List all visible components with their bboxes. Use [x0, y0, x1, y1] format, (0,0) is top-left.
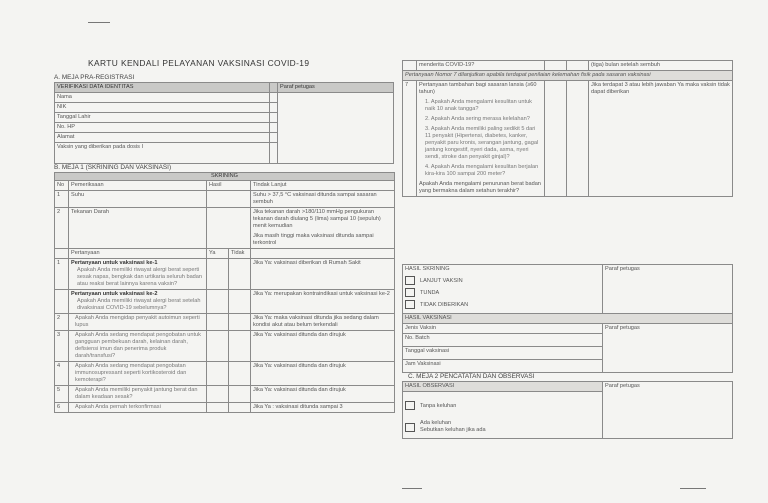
q-no: [55, 290, 69, 314]
vfield: Tanggal vaksinasi: [403, 347, 603, 360]
row-tindak: [251, 208, 395, 249]
option-tanpa-keluhan[interactable]: Tanpa keluhan: [405, 401, 600, 410]
q7-item: 1. Apakah Anda mengalami kesulitan untuk naik 10 anak tangga?: [425, 99, 532, 112]
q7-text: [417, 81, 545, 197]
paraf-observasi: Paraf petugas: [603, 382, 733, 439]
ya-checkbox[interactable]: [207, 386, 229, 403]
col-hasil: Hasil: [207, 181, 251, 191]
paraf-cell[interactable]: [278, 93, 394, 164]
q-tindak: Jika Ya: merupakan kontraindikasi untuk vaksinasi ke-2: [251, 290, 395, 314]
q7-intro: Pertanyaan tambahan bagi sasaran lansia (≥60 tahun): [419, 82, 537, 95]
q6-continued: menderita COVID-19?: [417, 61, 545, 71]
tidak-checkbox[interactable]: [229, 290, 251, 314]
hasil-input[interactable]: [207, 191, 251, 208]
tidak-checkbox[interactable]: [229, 314, 251, 331]
tidak-checkbox[interactable]: [229, 259, 251, 290]
section-b-heading: B. MEJA 1 (SKRINING DAN VAKSINASI): [54, 164, 172, 171]
option-tunda[interactable]: TUNDA: [405, 288, 600, 297]
section-c-heading: C. MEJA 2 PENCATATAN DAN OBSERVASI: [408, 373, 535, 380]
hasil-skrining-table: [402, 264, 733, 373]
hasil-input[interactable]: [207, 208, 251, 249]
hasil-skrining-label: HASIL SKRINING: [405, 266, 450, 272]
col-pemeriksaan: Pemeriksaan: [69, 181, 207, 191]
ya-checkbox[interactable]: [207, 259, 229, 290]
right-screening-table: [402, 60, 733, 197]
q-tindak: Jika Ya: vaksinasi diberikan di Rumah Sakit: [251, 259, 395, 290]
field-nik: NIK: [55, 103, 270, 113]
tidak-checkbox[interactable]: [567, 81, 589, 197]
field-no-hp: No. HP: [55, 123, 270, 133]
q-tindak: Jika Ya: vaksinasi ditunda dan dirujuk: [251, 386, 395, 403]
verifikasi-header: VERIFIKASI DATA IDENTITAS: [55, 83, 270, 93]
checkbox-icon[interactable]: [405, 423, 415, 432]
hasil-observasi-label: HASIL OBSERVASI: [403, 382, 603, 392]
tidak-checkbox[interactable]: [229, 331, 251, 362]
q7-item: 2. Apakah Anda sering merasa kelelahan?: [425, 116, 530, 122]
q-tindak: Jika Ya: vaksinasi ditunda dan dirujuk: [251, 362, 395, 386]
checkbox-icon[interactable]: [405, 288, 415, 297]
q-no: 6: [55, 403, 69, 413]
vfield: Jenis Vaksin: [403, 324, 603, 334]
scan-mark: [680, 488, 706, 489]
q-text: [69, 259, 207, 290]
ya-checkbox[interactable]: [207, 362, 229, 386]
q-text: [69, 290, 207, 314]
hasil-vaksinasi-label: HASIL VAKSINASI: [403, 314, 733, 324]
row-no: 2: [55, 208, 69, 249]
section-a-table: [54, 82, 394, 164]
q7-item: 3. Apakah Anda memiliki paling sedikit 5 dari 11 penyakit (Hipertensi, diabetes, kanker, penyakit paru kronis, serangan jantung, gagal jantung kongestif, nyeri dada, asma, nyeri sendi, stroke dan penyakit ginjal)?: [425, 126, 539, 160]
scan-mark: [402, 488, 422, 489]
option-tidak-diberikan[interactable]: TIDAK DIBERIKAN: [405, 300, 600, 309]
ya-checkbox[interactable]: [207, 331, 229, 362]
q-no: 4: [55, 362, 69, 386]
row-tindak: Suhu > 37,5 °C vaksinasi ditunda sampai sasaran sembuh: [251, 191, 395, 208]
vfield: No. Batch: [403, 334, 603, 347]
q-title: Pertanyaan untuk vaksinasi ke-2: [71, 291, 158, 297]
row-no: 1: [55, 191, 69, 208]
q7-last: Apakah Anda mengalami penurunan berat badan yang bermakna dalam setahun terakhir?: [419, 181, 541, 194]
hasil-skrining-cell: [403, 265, 603, 314]
ya-checkbox[interactable]: [207, 403, 229, 413]
option-ada-keluhan[interactable]: Ada keluhan Sebutkan keluhan jika ada: [405, 420, 600, 434]
q7-tindak: Jika terdapat 3 atau lebih jawaban Ya maka vaksin tidak dapat diberikan: [589, 81, 733, 197]
section-a-heading: A. MEJA PRA-REGISTRASI: [54, 74, 135, 81]
option-lanjut-vaksin[interactable]: LANJUT VAKSIN: [405, 276, 600, 285]
form-title: KARTU KENDALI PELAYANAN VAKSINASI COVID-19: [88, 58, 310, 68]
q7-item: 4. Apakah Anda mengalami kesulitan berjalan kira-kira 100 sampai 200 meter?: [425, 164, 539, 177]
ya-checkbox[interactable]: [207, 314, 229, 331]
scan-mark: [88, 22, 110, 23]
q-detail: Apakah Anda mengidap penyakit autoimun seperti lupus: [69, 314, 207, 331]
col-ya: Ya: [207, 249, 229, 259]
q-no: 1: [55, 259, 69, 290]
tidak-checkbox[interactable]: [229, 386, 251, 403]
checkbox-icon[interactable]: [405, 300, 415, 309]
observasi-table: [402, 381, 733, 439]
col-pertanyaan: Pertanyaan: [69, 249, 207, 259]
q-tindak: Jika Ya: maka vaksinasi ditunda jika sedang dalam kondisi akut atau belum terkendali: [251, 314, 395, 331]
q-title: Pertanyaan untuk vaksinasi ke-1: [71, 260, 158, 266]
ya-checkbox[interactable]: [207, 290, 229, 314]
q-detail: Apakah Anda memiliki riwayat alergi berat seperti sesak napas, bengkak dan urtikaria seluruh badan atau reaksi berat lainnya karena vaksin?: [77, 267, 203, 287]
vfield: Jam Vaksinasi: [403, 360, 603, 373]
paraf-skrining: Paraf petugas: [603, 265, 733, 314]
paraf-vaksinasi: Paraf petugas: [603, 324, 733, 373]
paraf-header: Paraf petugas: [278, 83, 394, 93]
q-detail: Apakah Anda memiliki penyakit jantung berat dan dalam keadaan sesak?: [69, 386, 207, 403]
tidak-checkbox[interactable]: [229, 403, 251, 413]
col-tidak: Tidak: [229, 249, 251, 259]
field-tanggal-lahir: Tanggal Lahir: [55, 113, 270, 123]
q7-no: 7: [403, 81, 417, 197]
field-vaksin-dosis1: Vaksin yang diberikan pada dosis I: [55, 143, 270, 164]
note-q7: Pertanyaan Nomor 7 dilanjutkan apabila terdapat penilaian kelemahan fisik pada sasaran vaksinasi: [403, 71, 733, 81]
q-detail: Apakah Anda sedang mendapat pengobatan immunosupressant seperti kortikosteroid dan kemoterapi?: [69, 362, 207, 386]
skrining-label: SKRINING: [55, 173, 395, 181]
q-tindak: Jika Ya: vaksinasi ditunda dan dirujuk: [251, 331, 395, 362]
observasi-cell: [403, 392, 603, 439]
q-no: 3: [55, 331, 69, 362]
field-alamat: Alamat: [55, 133, 270, 143]
q-no: 5: [55, 386, 69, 403]
q-tindak: Jika Ya : vaksinasi ditunda sampai 3: [251, 403, 395, 413]
q-detail: Apakah Anda pernah terkonfirmasi: [69, 403, 207, 413]
row-item: Suhu: [69, 191, 207, 208]
row-item: Tekanan Darah: [69, 208, 207, 249]
tidak-checkbox[interactable]: [229, 362, 251, 386]
tindak-text: Jika tekanan darah >180/110 mmHg pengukuran tekanan darah diulang 5 (lima) sampai 10 (sepuluh) menit kemudian: [253, 209, 381, 229]
col-tindak: Tindak Lanjut: [251, 181, 395, 191]
field-nama: Nama: [55, 93, 270, 103]
section-b-table: [54, 172, 395, 413]
checkbox-icon[interactable]: [405, 401, 415, 410]
q-no: 2: [55, 314, 69, 331]
tindak-text: Jika masih tinggi maka vaksinasi ditunda sampai terkontrol: [253, 233, 374, 246]
ya-checkbox[interactable]: [545, 81, 567, 197]
q6-tindak-continued: (tiga) bulan setelah sembuh: [589, 61, 733, 71]
q-detail: Apakah Anda sedang mendapat pengobatan untuk gangguan pembekuan darah, kelainan darah, defisiensi imun dan penerima produk darah/transfusi?: [69, 331, 207, 362]
q-detail: Apakah Anda memiliki riwayat alergi berat setelah divaksinasi COVID-19 sebelumnya?: [77, 298, 201, 311]
checkbox-icon[interactable]: [405, 276, 415, 285]
col-no: No: [55, 181, 69, 191]
